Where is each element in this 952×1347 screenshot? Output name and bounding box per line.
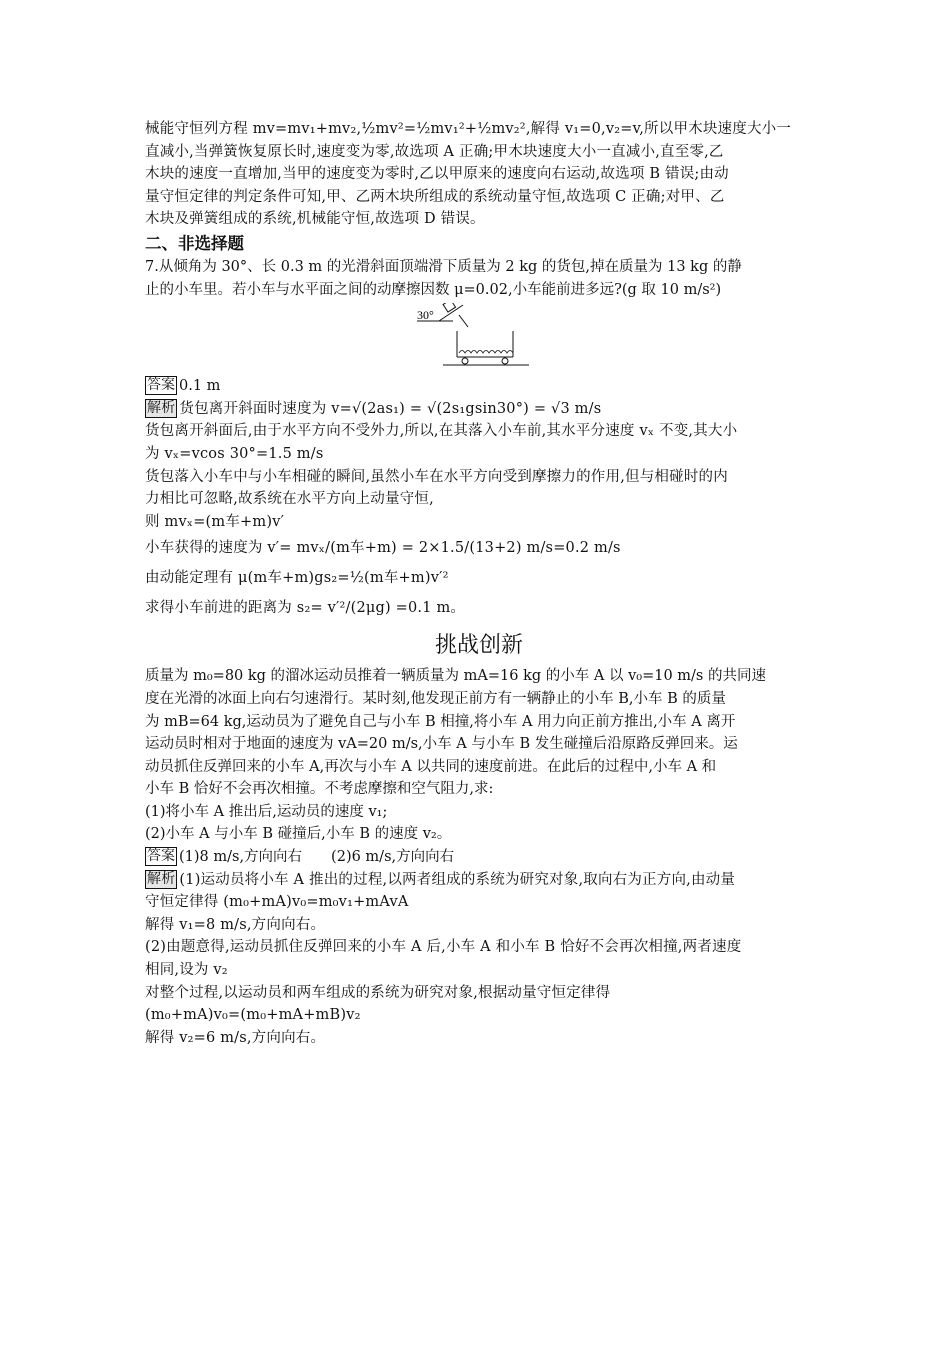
text-line: 量守恒定律的判定条件可知,甲、乙两木块所组成的系统动量守恒,故选项 C 正确;对甲、乙 — [145, 188, 725, 205]
angle-label: 30° — [417, 308, 434, 323]
explain-tag: 解析 — [147, 870, 176, 887]
cart-wheel-right — [502, 358, 508, 364]
challenge-question — [145, 665, 813, 1049]
explain-tag: 解析 — [147, 399, 176, 416]
answer-tag: 答案 — [147, 848, 175, 865]
incline-cart-figure — [145, 303, 813, 371]
question-line: 止的小车里。若小车与水平面之间的动摩擦因数 μ=0.02,小车能前进多远?(g 取 10 m/s²) — [145, 281, 722, 298]
explain-line: 货包落入小车中与小车相碰的瞬间,虽然小车在水平方向受到摩擦力的作用,但与相碰时的内 — [145, 468, 728, 485]
challenge-section-title: 挑战创新 — [434, 633, 523, 659]
answer-text: 0.1 m — [179, 378, 221, 395]
question-7 — [145, 256, 813, 623]
explain-line: 守恒定律得 (m₀+mA)v₀=m₀v₁+mAvA — [145, 894, 409, 911]
question-line: 动员抓住反弹回来的小车 A,再次与小车 A 以共同的速度前进。在此后的过程中,小车 A 和 — [145, 758, 717, 775]
explain-text: 货包离开斜面时速度为 v=√(2as₁) = √(2s₁gsin30°) = √3 m/s — [179, 400, 602, 417]
question-line: 7.从倾角为 30°、长 0.3 m 的光滑斜面顶端滑下质量为 2 kg 的货包,掉在质量为 13 kg 的静 — [145, 258, 742, 275]
explain-line — [145, 398, 813, 421]
section-heading-non-choice: 二、非选择题 — [145, 233, 244, 253]
content-column — [145, 118, 813, 1049]
explain-line: 货包离开斜面后,由于水平方向不受外力,所以,在其落入小车前,其水平分速度 vₓ 不变,其大小 — [145, 423, 738, 440]
explain-line — [145, 869, 813, 892]
question-line: 小车 B 恰好不会再次相撞。不考虑摩擦和空气阻力,求: — [145, 781, 494, 798]
question-line: 度在光滑的冰面上向右匀速滑行。某时刻,他发现正前方有一辆静止的小车 B,小车 B 的质量 — [145, 690, 726, 707]
answer-text: (1)8 m/s,方向向右 (2)6 m/s,方向向右 — [179, 849, 455, 866]
question-line: (1)将小车 A 推出后,运动员的速度 v₁; — [145, 803, 388, 820]
question-line: (2)小车 A 与小车 B 碰撞后,小车 B 的速度 v₂。 — [145, 826, 452, 843]
explain-line: 求得小车前进的距离为 s₂= v′²/(2μg) =0.1 m。 — [145, 600, 466, 617]
incline-cart-diagram — [413, 303, 533, 369]
text-line: 木块及弹簧组成的系统,机械能守恒,故选项 D 错误。 — [145, 211, 485, 228]
explain-line: 则 mvₓ=(m车+m)v′ — [145, 513, 285, 530]
question-line: 为 mB=64 kg,运动员为了避免自己与小车 B 相撞,将小车 A 用力向正前方推出,小车 A 离开 — [145, 713, 736, 730]
explain-line: (2)由题意得,运动员抓住反弹回来的小车 A 后,小车 A 和小车 B 恰好不会再次相撞,两者速度 — [145, 939, 742, 956]
explain-line: 解得 v₂=6 m/s,方向向右。 — [145, 1029, 326, 1046]
question-line: 运动员时相对于地面的速度为 vA=20 m/s,小车 A 与小车 B 发生碰撞后沿原路反弹回来。运 — [145, 736, 738, 753]
explain-line: (m₀+mA)v₀=(m₀+mA+mB)v₂ — [145, 1007, 361, 1024]
answer-tag: 答案 — [147, 377, 175, 394]
question-line: 质量为 m₀=80 kg 的溜冰运动员推着一辆质量为 mA=16 kg 的小车 A 以 v₀=10 m/s 的共同速 — [145, 668, 766, 685]
answer-line — [145, 846, 813, 869]
text-line: 械能守恒列方程 mv=mv₁+mv₂,½mv²=½mv₁²+½mv₂²,解得 v₁=0,v₂=v,所以甲木块速度大小一 — [145, 121, 792, 137]
cart-wheel-left — [462, 358, 468, 364]
text-line: 木块的速度一直增加,当甲的速度变为零时,乙以甲原来的速度向右运动,故选项 B 错误;由动 — [145, 166, 729, 183]
fall-arrow — [459, 315, 468, 327]
top-paragraph — [145, 118, 813, 231]
incline-slope-line — [439, 305, 463, 321]
cart-filling — [459, 351, 513, 354]
explain-line: 力相比可忽略,故系统在水平方向上动量守恒, — [145, 491, 434, 508]
text-line: 直减小,当弹簧恢复原长时,速度变为零,故选项 A 正确;甲木块速度大小一直减小,直至零,乙 — [145, 143, 724, 160]
explain-line: 由动能定理有 μ(m车+m)gs₂=½(m车+m)v′² — [145, 570, 449, 587]
explain-line: 相同,设为 v₂ — [145, 962, 228, 979]
explain-text: (1)运动员将小车 A 推出的过程,以两者组成的系统为研究对象,取向右为正方向,由动量 — [179, 871, 736, 888]
explain-line: 解得 v₁=8 m/s,方向向右。 — [145, 916, 326, 933]
answer-line — [145, 375, 813, 398]
explain-line: 对整个过程,以运动员和两车组成的系统为研究对象,根据动量守恒定律得 — [145, 984, 611, 1001]
explain-line: 小车获得的速度为 v′= mvₓ/(m车+m) = 2×1.5/(13+2) m/s=0.2 m/s — [145, 540, 621, 557]
explain-line: 为 vₓ=vcos 30°=1.5 m/s — [145, 445, 324, 462]
